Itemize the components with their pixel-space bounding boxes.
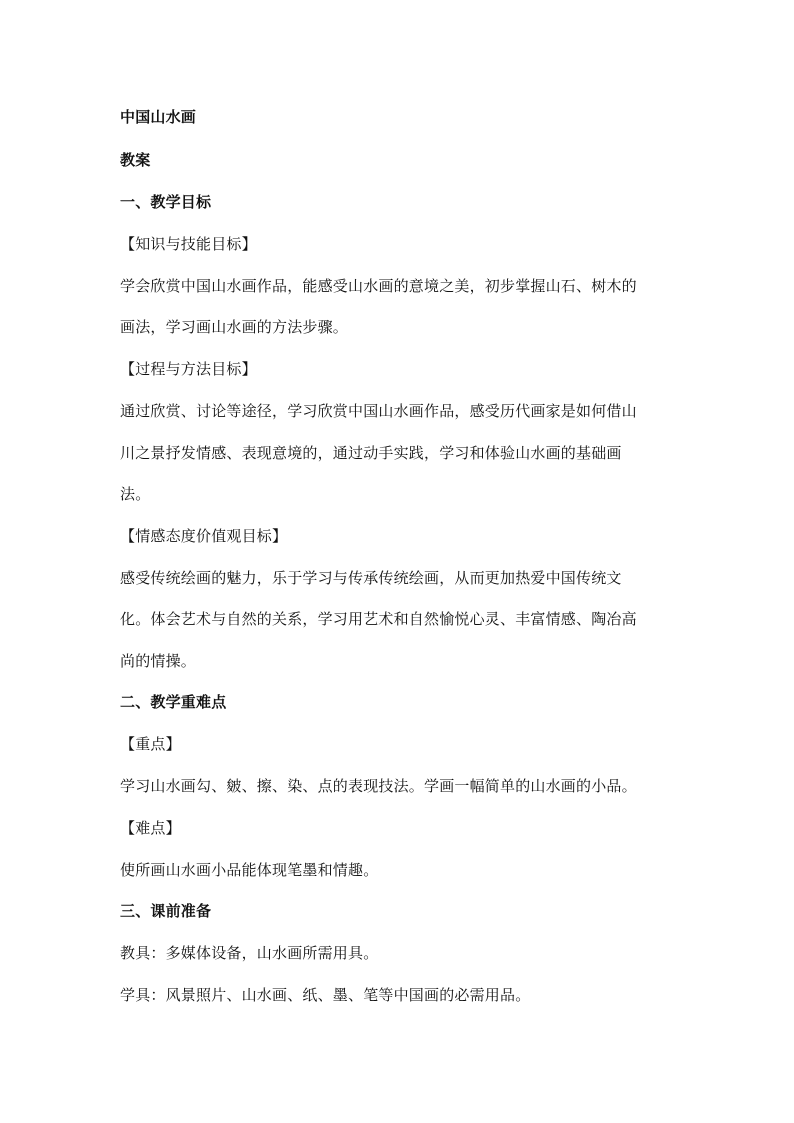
section-heading-objectives: 一、教学目标	[120, 193, 212, 211]
paragraph-line: 画法，学习画山水画的方法步骤。	[120, 318, 349, 336]
subsection-label-attitude: 【情感态度价值观目标】	[120, 527, 288, 545]
paragraph-line: 法。	[120, 485, 151, 503]
paragraph-line: 感受传统绘画的魅力，乐于学习与传承传统绘画，从而更加热爱中国传统文	[120, 569, 622, 587]
paragraph-line: 学具：风景照片、山水画、纸、墨、笔等中国画的必需用品。	[120, 986, 531, 1004]
paragraph-line: 通过欣赏、讨论等途径，学习欣赏中国山水画作品，感受历代画家是如何借山	[120, 402, 637, 420]
paragraph-line: 尚的情操。	[120, 652, 197, 670]
subsection-label-difficulty: 【难点】	[120, 819, 181, 837]
paragraph-line: 学会欣赏中国山水画作品，能感受山水画的意境之美，初步掌握山石、树木的	[120, 277, 637, 295]
paragraph-line: 川之景抒发情感、表现意境的，通过动手实践，学习和体验山水画的基础画	[120, 444, 622, 462]
document-subtitle: 教案	[120, 151, 151, 169]
section-heading-preparation: 三、课前准备	[120, 902, 212, 920]
document-title: 中国山水画	[120, 108, 197, 126]
paragraph-line: 学习山水画勾、皴、擦、染、点的表现技法。学画一幅简单的山水画的小品。	[120, 777, 637, 795]
subsection-label-process: 【过程与方法目标】	[120, 360, 257, 378]
subsection-label-knowledge: 【知识与技能目标】	[120, 235, 257, 253]
paragraph-line: 教具：多媒体设备，山水画所需用具。	[120, 944, 379, 962]
section-heading-key-points: 二、教学重难点	[120, 693, 227, 711]
paragraph-line: 使所画山水画小品能体现笔墨和情趣。	[120, 861, 379, 879]
subsection-label-key: 【重点】	[120, 735, 181, 753]
paragraph-line: 化。体会艺术与自然的关系，学习用艺术和自然愉悦心灵、丰富情感、陶冶高	[120, 610, 637, 628]
